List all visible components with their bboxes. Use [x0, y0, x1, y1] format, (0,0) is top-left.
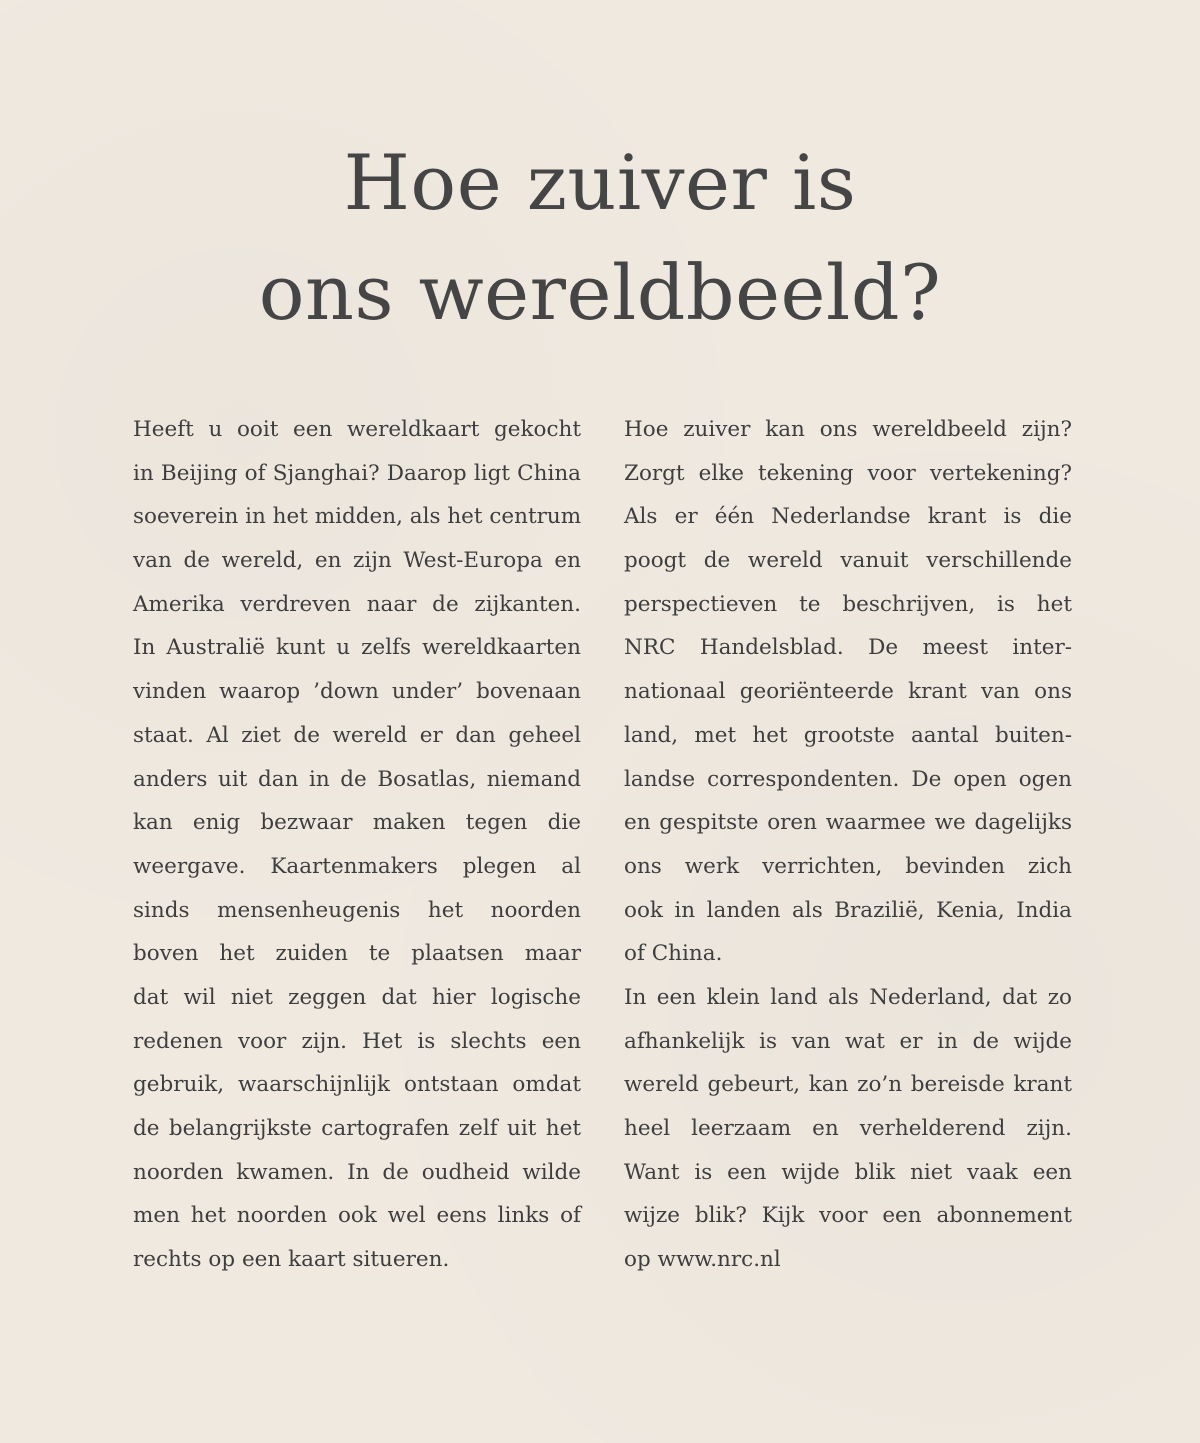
body-line: In Australië kunt u zelfs wereldkaarten: [133, 635, 581, 661]
body-line: redenen voor zijn. Het is slechts een: [133, 1028, 581, 1054]
body-line: noorden kwamen. In de oudheid wilde: [133, 1159, 581, 1185]
body-line: heel leerzaam en verhelderend zijn.: [624, 1116, 1072, 1141]
body-line: landse correspondenten. De open ogen: [624, 766, 1072, 792]
body-line: perspectieven te beschrijven, is het: [624, 591, 1072, 617]
body-line: afhankelijk is van wat er in de wijde: [624, 1028, 1072, 1054]
body-line: staat. Al ziet de wereld er dan geheel: [133, 722, 581, 748]
body-line: rechts op een kaart situeren.: [133, 1247, 450, 1273]
body-line: de belangrijkste cartografen zelf uit het: [133, 1116, 581, 1141]
body-line: ons werk verrichten, bevinden zich: [624, 853, 1072, 879]
body-line: kan enig bezwaar maken tegen die: [133, 810, 581, 836]
body-line: boven het zuiden te plaatsen maar: [133, 941, 581, 967]
body-line: NRC Handelsblad. De meest inter-: [624, 635, 1072, 661]
body-line: in Beijing of Sjanghai? Daarop ligt China: [133, 460, 581, 486]
body-line: wijze blik? Kijk voor een abonnement: [624, 1203, 1072, 1229]
body-line: gebruik, waarschijnlijk ontstaan omdat: [133, 1072, 581, 1098]
body-line: Want is een wijde blik niet vaak een: [624, 1159, 1072, 1185]
body-line: en gespitste oren waarmee we dagelijks: [624, 810, 1072, 836]
headline: [0, 128, 1200, 348]
body-line: sinds mensenheugenis het noorden: [133, 897, 581, 923]
body-line: land, met het grootste aantal buiten-: [624, 722, 1072, 748]
body-line: men het noorden ook wel eens links of: [133, 1203, 581, 1229]
headline-line-2: ons wereldbeeld?: [258, 248, 942, 337]
body-line: poogt de wereld vanuit verschillende: [624, 548, 1072, 574]
body-line: Heeft u ooit een wereldkaart gekocht: [133, 417, 581, 442]
body-line: Als er één Nederlandse krant is die: [624, 504, 1072, 530]
left-column: [133, 408, 581, 1282]
right-column: [624, 408, 1072, 1282]
body-line: anders uit dan in de Bosatlas, niemand: [133, 766, 581, 792]
body-line: weergave. Kaartenmakers plegen al: [133, 853, 581, 879]
body-line: Amerika verdreven naar de zijkanten.: [133, 591, 581, 617]
body-line: wereld gebeurt, kan zo’n bereisde krant: [624, 1072, 1072, 1098]
body-line: ook in landen als Brazilië, Kenia, India: [624, 897, 1072, 923]
body-line: Hoe zuiver kan ons wereldbeeld zijn?: [624, 417, 1072, 442]
body-line: Zorgt elke tekening voor vertekening?: [624, 460, 1072, 486]
body-line: op www.nrc.nl: [624, 1247, 781, 1273]
body-line: dat wil niet zeggen dat hier logische: [133, 984, 581, 1010]
body-line: nationaal georiënteerde krant van ons: [624, 679, 1072, 705]
headline-line-1: Hoe zuiver is: [343, 138, 857, 227]
body-line: In een klein land als Nederland, dat zo: [624, 984, 1072, 1010]
body-line: van de wereld, en zijn West-Europa en: [133, 548, 581, 574]
body-line: soeverein in het midden, als het centrum: [133, 504, 582, 530]
body-line: of China.: [624, 941, 723, 967]
body-line: vinden waarop ’down under’ bovenaan: [133, 679, 581, 705]
